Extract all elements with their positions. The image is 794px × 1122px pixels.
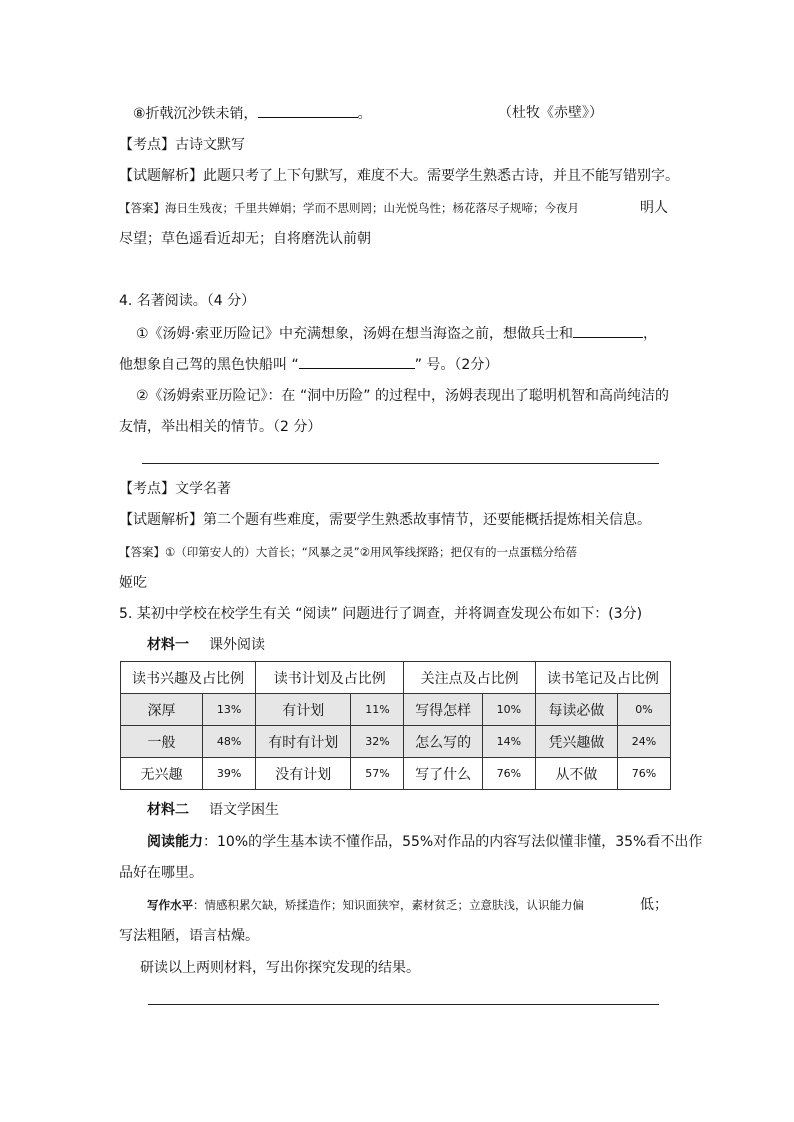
answer-line-1: 【答案】①（印第安人的）大首长；“风暴之灵”②用风筝线探路；把仅有的一点蛋糕分给蓓 [119,545,578,559]
material1-heading [147,635,265,655]
answer-line[interactable] [142,463,659,464]
table-cell: 76% [482,758,535,790]
q4-p1-line1 [136,323,657,344]
q4-p1-text: ①《汤姆·索亚历险记》中充满想象，汤姆在想当海盗之前，想做兵士和 [136,326,573,342]
answer-blank[interactable] [299,354,415,369]
table-cell: 11% [351,694,404,726]
table-cell: 48% [203,726,256,758]
table-cell: 怎么写的 [404,726,482,758]
material2-heading [147,800,279,820]
table-header-row [121,662,671,694]
kaodian-label: 【考点】文学名著 [119,481,231,497]
answer-line-2: 姬吃 [119,575,147,591]
q4-p1-line2 [119,354,498,375]
q4-p2-line2: 友情，举出相关的情节。（2 分） [119,419,322,435]
table-cell: 10% [482,694,535,726]
answer-text: 海日生残夜；千里共婵娟；学而不思则罔；山光悦鸟性；杨花落尽子规啼；今夜月 [165,201,579,215]
q4-p1b-text: 他想象自己驾的黑色快船叫 “ [119,357,299,373]
table-cell: 从不做 [535,758,617,790]
table-cell: 76% [618,758,671,790]
table-cell: 13% [203,694,256,726]
table-cell: 深厚 [121,694,203,726]
writing-level-tail: 低； [640,897,668,913]
q5-question: 研读以上两则材料，写出你探究发现的结果。 [140,960,420,976]
table-cell: 凭兴趣做 [535,726,617,758]
material1-label: 材料一 [147,637,189,653]
analysis-text: 【试题解析】此题只考了上下句默写，难度不大。需要学生熟悉古诗，并且不能写错别字。 [119,168,679,184]
reading-ability-label: 阅读能力 [147,834,203,850]
poem-line-8-period: 。 [357,106,372,122]
table-row [121,726,671,758]
answer-line[interactable] [148,1004,659,1005]
answer-line-2: 尽望；草色遥看近却无；自将磨洗认前朝 [119,231,371,247]
analysis-text: 【试题解析】第二个题有些难度，需要学生熟悉故事情节，还要能概括提炼相关信息。 [119,512,651,528]
table-cell: 写了什么 [404,758,482,790]
table-header: 关注点及占比例 [404,662,535,694]
table-cell: 32% [351,726,404,758]
writing-level-text: ：情感积累欠缺，矫揉造作；知识面狭窄，素材贫乏；立意肤浅，认识能力偏 [193,898,584,912]
table-cell: 没有计划 [256,758,351,790]
table-cell: 0% [618,694,671,726]
q5-title: 5. 某初中学校在校学生有关 “阅读” 问题进行了调查，并将调查发现公布如下：(3分) [119,606,643,622]
table-cell: 每读必做 [535,694,617,726]
table-cell: 57% [351,758,404,790]
table-header: 读书笔记及占比例 [535,662,670,694]
survey-table [120,661,671,790]
poem-line-8-text: ⑧折戟沉沙铁未销， [133,106,258,122]
poem-line-8 [133,103,372,124]
reading-ability-line2: 品好在哪里。 [119,865,203,881]
answer-label: 【答案】 [119,201,165,215]
table-row [121,694,671,726]
material1-title: 课外阅读 [209,637,265,653]
q4-p1b-end: ” 号。（2分） [414,357,499,373]
material2-label: 材料二 [147,802,189,818]
answer-blank[interactable] [573,323,643,338]
writing-level-line2: 写法粗陋，语言枯燥。 [119,928,259,944]
table-cell: 24% [618,726,671,758]
table-cell: 写得怎样 [404,694,482,726]
writing-level-line1 [147,895,584,915]
table-header: 读书计划及占比例 [256,662,404,694]
reading-ability-text: ：10%的学生基本读不懂作品，55%对作品的内容写法似懂非懂，35%看不出作 [203,834,703,850]
q4-p1-comma: ， [643,326,657,342]
answer-line-1-tail: 明人 [640,200,668,216]
material2-title: 语文学困生 [209,802,279,818]
table-cell: 一般 [121,726,203,758]
writing-level-label: 写作水平 [147,898,193,912]
table-cell: 14% [482,726,535,758]
table-cell: 无兴趣 [121,758,203,790]
answer-line-1 [119,198,579,218]
table-cell: 39% [203,758,256,790]
kaodian-label: 【考点】古诗文默写 [119,137,245,153]
table-header: 读书兴趣及占比例 [121,662,256,694]
reading-ability-line1 [147,832,702,852]
table-cell: 有计划 [256,694,351,726]
table-row [121,758,671,790]
q4-p2-line1: ②《汤姆索亚历险记》：在 “洞中历险” 的过程中，汤姆表现出了聪明机智和高尚纯洁的 [136,388,669,404]
q4-title: 4. 名著阅读。（4 分） [119,293,256,309]
answer-blank[interactable] [258,103,358,118]
table-cell: 有时有计划 [256,726,351,758]
poem-source: （杜牧《赤壁》） [498,105,603,121]
